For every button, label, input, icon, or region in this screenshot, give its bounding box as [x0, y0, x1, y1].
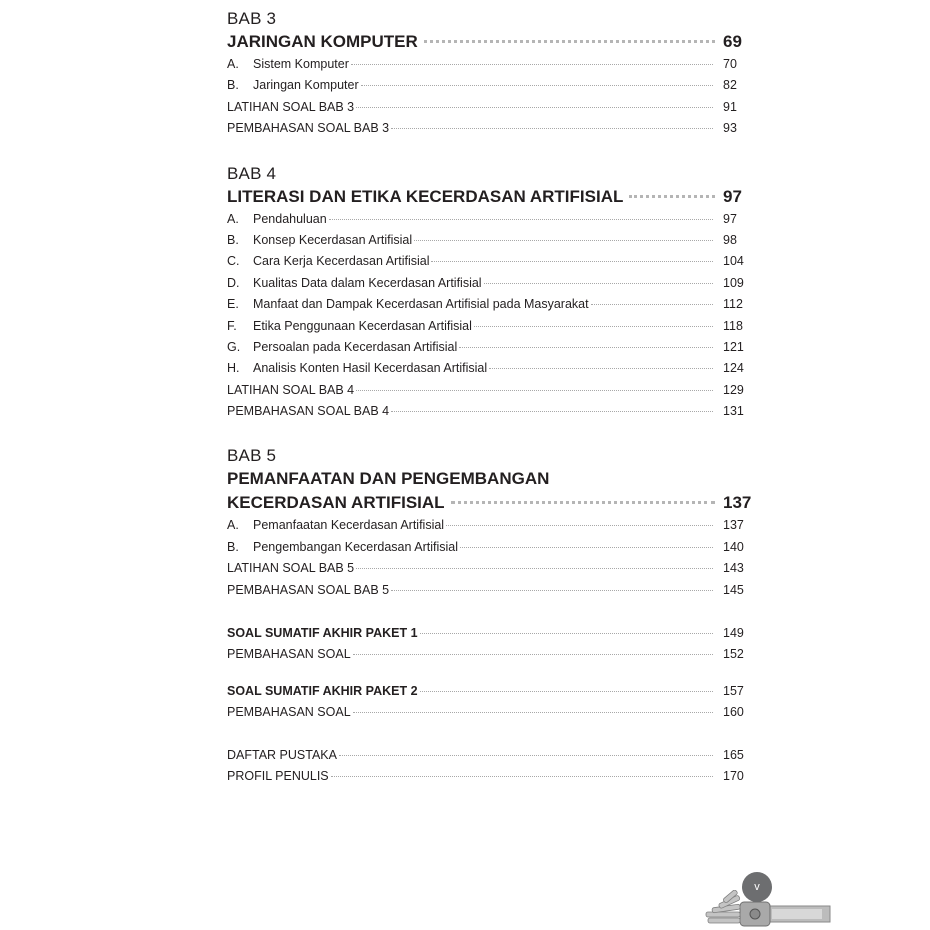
- page-number: 124: [723, 361, 744, 376]
- page-number: 140: [723, 539, 744, 554]
- page-number: 149: [723, 626, 744, 641]
- toc-entry-sumatif-2[interactable]: [227, 681, 752, 702]
- entry-title: Etika Penggunaan Kecerdasan Artifisial: [253, 318, 472, 333]
- chapter-title: JARINGAN KOMPUTER: [227, 32, 418, 51]
- entry-letter: B.: [227, 539, 239, 554]
- entry-title: Persoalan pada Kecerdasan Artifisial: [253, 339, 458, 354]
- dot-leader: [329, 219, 713, 220]
- chapter-label: BAB 3: [227, 9, 277, 28]
- chapter-title-line1: PEMANFAATAN DAN PENGEMBANGAN: [227, 469, 550, 489]
- toc-entry[interactable]: [227, 273, 752, 294]
- chapter-title: LITERASI DAN ETIKA KECERDASAN ARTIFISIAL: [227, 186, 624, 206]
- dot-leader: [361, 85, 713, 86]
- page-number: 97: [723, 186, 742, 206]
- page-number: 93: [723, 121, 737, 136]
- dot-leader: [629, 195, 715, 198]
- dot-leader: [424, 40, 715, 43]
- toc-entry[interactable]: [227, 209, 752, 230]
- entry-title: PEMBAHASAN SOAL BAB 3: [227, 121, 390, 136]
- toc-entry-pembahasan[interactable]: [227, 401, 752, 422]
- toc-entry-latihan[interactable]: [227, 558, 752, 579]
- dot-leader: [460, 547, 713, 548]
- dot-leader: [489, 368, 713, 369]
- entry-letter: A.: [227, 57, 239, 71]
- page-number: 170: [723, 768, 744, 783]
- page-number: 112: [723, 297, 743, 312]
- entry-title: Jaringan Komputer: [253, 78, 359, 93]
- dot-leader: [391, 411, 713, 412]
- toc-entry-latihan[interactable]: [227, 97, 752, 118]
- chapter-title-entry[interactable]: [227, 185, 752, 209]
- entry-title: Kualitas Data dalam Kecerdasan Artifisial: [253, 275, 482, 290]
- dot-leader: [356, 390, 713, 391]
- dot-leader: [353, 712, 713, 713]
- toc-entry-pembahasan[interactable]: [227, 118, 752, 139]
- chapter-title-entry[interactable]: [227, 30, 752, 54]
- page-number: 137: [723, 493, 752, 513]
- toc-entry[interactable]: [227, 294, 752, 315]
- dot-leader: [420, 691, 713, 692]
- page-number: 69: [723, 32, 742, 51]
- entry-letter: F.: [227, 318, 237, 333]
- chapter-title-line2: KECERDASAN ARTIFISIAL: [227, 493, 445, 513]
- entry-title: DAFTAR PUSTAKA: [227, 747, 337, 762]
- entry-letter: B.: [227, 78, 239, 93]
- entry-letter: G.: [227, 339, 241, 354]
- entry-title: PROFIL PENULIS: [227, 768, 329, 783]
- page-number: 109: [723, 275, 744, 290]
- page-number: 82: [723, 78, 737, 93]
- page-number: 121: [723, 339, 744, 354]
- entry-title: Manfaat dan Dampak Kecerdasan Artifisial pada Masyarakat: [253, 297, 589, 312]
- page-number: 137: [723, 518, 744, 533]
- page-number: 91: [723, 99, 737, 114]
- toc-entry-latihan[interactable]: [227, 380, 752, 401]
- dot-leader: [459, 347, 713, 348]
- page-number: 97: [723, 211, 737, 226]
- dot-leader: [391, 590, 713, 591]
- toc-entry[interactable]: [227, 337, 752, 358]
- entry-letter: D.: [227, 275, 240, 290]
- page-number: 118: [723, 318, 743, 333]
- page-number: 165: [723, 747, 744, 762]
- entry-title: Konsep Kecerdasan Artifisial: [253, 232, 413, 247]
- entry-letter: A.: [227, 518, 239, 533]
- entry-title: PEMBAHASAN SOAL: [227, 705, 351, 720]
- toc-entry-pembahasan[interactable]: [227, 644, 752, 665]
- dot-leader: [353, 654, 713, 655]
- entry-title: Sistem Komputer: [253, 57, 349, 71]
- toc-entry[interactable]: [227, 75, 752, 96]
- entry-title: Analisis Konten Hasil Kecerdasan Artifisial: [253, 361, 488, 376]
- chapter-label: BAB 4: [227, 163, 277, 183]
- dot-leader: [431, 261, 713, 262]
- entry-letter: B.: [227, 232, 239, 247]
- dot-leader: [484, 283, 713, 284]
- page-number: 98: [723, 232, 737, 247]
- page-number: 145: [723, 582, 744, 597]
- toc-entry[interactable]: [227, 230, 752, 251]
- dot-leader: [446, 525, 713, 526]
- entry-title: Cara Kerja Kecerdasan Artifisial: [253, 254, 430, 269]
- toc-entry[interactable]: [227, 54, 752, 75]
- page-number: 160: [723, 705, 744, 720]
- toc-entry-sumatif-1[interactable]: [227, 623, 752, 644]
- entry-title: Pendahuluan: [253, 211, 327, 226]
- dot-leader: [351, 64, 713, 65]
- table-of-contents: [227, 0, 752, 787]
- entry-title: SOAL SUMATIF AKHIR PAKET 2: [227, 683, 418, 698]
- page-number: 104: [723, 254, 744, 269]
- entry-letter: H.: [227, 361, 240, 376]
- dot-leader: [391, 128, 713, 129]
- page-number: 70: [723, 57, 737, 71]
- dot-leader: [591, 304, 713, 305]
- entry-title: Pengembangan Kecerdasan Artifisial: [253, 539, 458, 554]
- dot-leader: [474, 326, 713, 327]
- dot-leader: [339, 755, 713, 756]
- entry-title: SOAL SUMATIF AKHIR PAKET 1: [227, 626, 418, 641]
- toc-entry-daftar-pustaka[interactable]: [227, 745, 752, 766]
- dot-leader: [356, 568, 713, 569]
- entry-title: PEMBAHASAN SOAL BAB 4: [227, 404, 390, 419]
- page-number: 143: [723, 561, 744, 576]
- toc-entry[interactable]: [227, 358, 752, 379]
- entry-title: LATIHAN SOAL BAB 5: [227, 561, 355, 576]
- entry-letter: A.: [227, 211, 239, 226]
- toc-entry-profil-penulis[interactable]: [227, 766, 752, 787]
- dot-leader: [331, 776, 713, 777]
- dot-leader: [356, 107, 713, 108]
- page-number: 131: [723, 404, 744, 419]
- dot-leader: [451, 501, 715, 504]
- page-number: 157: [723, 683, 744, 698]
- chapter-label: BAB 5: [227, 446, 277, 466]
- toc-entry-pembahasan[interactable]: [227, 702, 752, 723]
- chapter-title-entry[interactable]: [227, 491, 752, 515]
- toc-entry[interactable]: [227, 515, 752, 536]
- entry-title: Pemanfaatan Kecerdasan Artifisial: [253, 518, 445, 533]
- entry-title: PEMBAHASAN SOAL BAB 5: [227, 582, 390, 597]
- entry-letter: E.: [227, 297, 239, 312]
- page-number-badge: v: [742, 872, 772, 902]
- toc-entry[interactable]: [227, 316, 752, 337]
- entry-letter: C.: [227, 254, 240, 269]
- page-number: 152: [723, 647, 744, 662]
- entry-title: LATIHAN SOAL BAB 3: [227, 99, 355, 114]
- toc-entry[interactable]: [227, 537, 752, 558]
- dot-leader: [420, 633, 713, 634]
- toc-entry[interactable]: [227, 251, 752, 272]
- entry-title: LATIHAN SOAL BAB 4: [227, 382, 355, 397]
- page-number: 129: [723, 382, 744, 397]
- dot-leader: [414, 240, 713, 241]
- entry-title: PEMBAHASAN SOAL: [227, 647, 351, 662]
- toc-entry-pembahasan[interactable]: [227, 580, 752, 601]
